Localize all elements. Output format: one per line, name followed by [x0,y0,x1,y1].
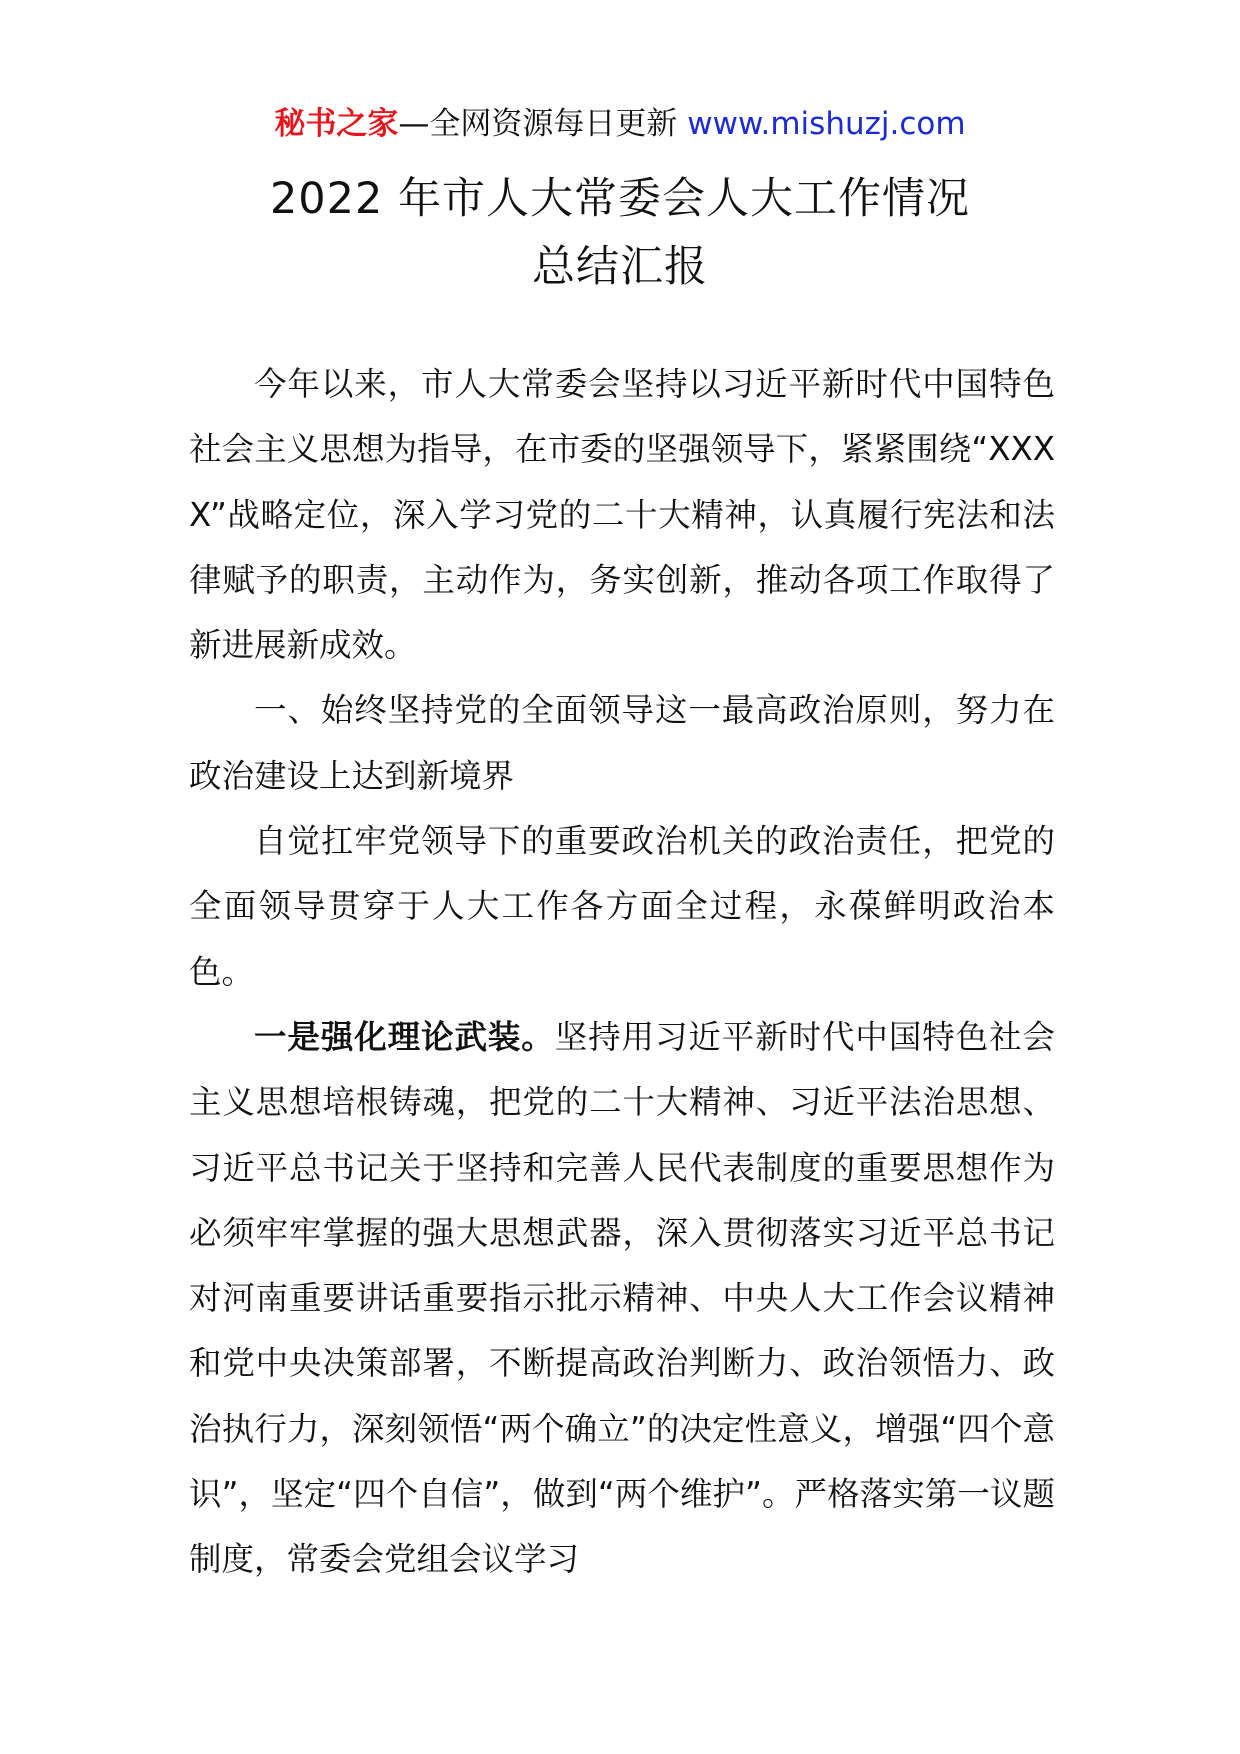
section-heading-1: 一、始终坚持党的全面领导这一最高政治原则，努力在政治建设上达到新境界 [189,691,1055,795]
paragraph-lead-bold: 一是强化理论武装。 [254,1017,555,1056]
brand-name: 秘书之家 [274,106,399,142]
paragraph-section-1-summary: 自觉扛牢党领导下的重要政治机关的政治责任，把党的全面领导贯穿于人大工作各方面全过程，永葆鲜明政治本色。 [189,822,1055,991]
paragraph-intro: 今年以来，市人大常委会坚持以习近平新时代中国特色社会主义思想为指导，在市委的坚强领导下，紧紧围绕“XXXX”战略定位，深入学习党的二十大精神，认真履行宪法和法律赋予的职责，主动作为，务实创新，推动各项工作取得了新进展新成效。 [189,365,1055,665]
title-line-2: 总结汇报 [532,242,708,292]
paragraph-text: 坚持用习近平新时代中国特色社会主义思想培根铸魂，把党的二十大精神、习近平法治思想、习近平总书记关于坚持和完善人民代表制度的重要思想作为必须牢牢掌握的强大思想武器，深入贯彻落实习近平总书记对河南重要讲话重要指示批示精神、中央人大工作会议精神和党中央决策部署，不断提高政治判断力、政治领悟力、政治执行力，深刻领悟“两个确立”的决定性意义，增强“四个意识”，坚定“四个自信”，做到“两个维护”。严格落实第一议题制度，常委会党组会议学习 [189,1017,1055,1579]
document-title [0,165,1240,301]
document-body [189,352,1055,1593]
header-banner [0,104,1240,144]
paragraph-theory-arming [189,1005,1055,1593]
title-line-1: 2022 年市人大常委会人大工作情况 [269,174,971,224]
brand-tagline: —全网资源每日更新 [398,106,688,142]
site-url-link[interactable]: www.mishuzj.com [687,106,966,142]
